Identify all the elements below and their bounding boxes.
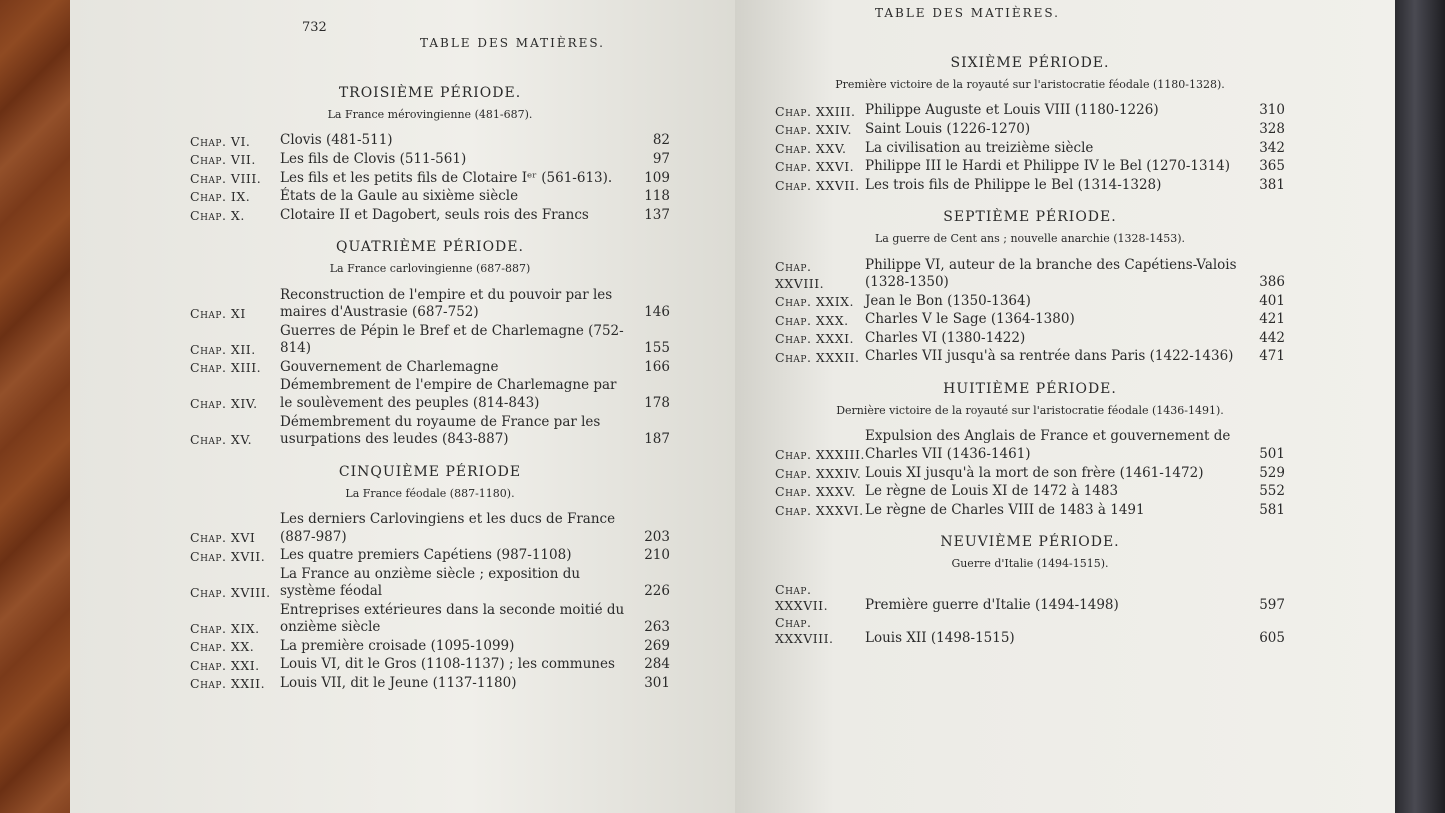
period-subtitle: Première victoire de la royauté sur l'aristocratie féodale (1180-1328). xyxy=(835,78,1225,92)
running-head: TABLE DES MATIÈRES. xyxy=(420,36,605,50)
period-heading: NEUVIÈME PÉRIODE. xyxy=(940,534,1120,551)
chapter-label: Chap. XVIII. xyxy=(190,584,271,600)
page-ref: 381 xyxy=(1259,176,1285,193)
period-heading: HUITIÈME PÉRIODE. xyxy=(943,380,1117,397)
toc-entry xyxy=(190,602,670,637)
chapter-label: Chap. XIV. xyxy=(190,396,258,412)
chapter-title: Première guerre d'Italie (1494-1498) xyxy=(865,596,1119,613)
chapter-label: Chap. XXXIII. xyxy=(775,447,865,463)
period-heading: SIXIÈME PÉRIODE. xyxy=(950,55,1110,71)
page-ref: 421 xyxy=(1259,311,1285,328)
chapter-label: Chap. XXVIII. xyxy=(775,259,825,291)
page-ref: 210 xyxy=(644,547,670,564)
chapter-label: Chap. XXXVII. xyxy=(775,581,829,613)
toc-entry xyxy=(190,414,670,449)
page-ref: 284 xyxy=(644,656,670,673)
page-ref: 155 xyxy=(644,340,670,357)
toc-entry xyxy=(775,121,1285,139)
chapter-label: Chap. XIII. xyxy=(190,360,262,376)
toc-entry xyxy=(190,547,670,565)
page-ref: 605 xyxy=(1259,630,1285,647)
chapter-title: Saint Louis (1226-1270) xyxy=(865,121,1031,138)
book-cover-edge xyxy=(1395,0,1445,813)
chapter-title: Louis XII (1498-1515) xyxy=(865,630,1015,647)
chapter-title: Clovis (481-511) xyxy=(280,132,393,149)
page-ref: 552 xyxy=(1259,483,1285,500)
toc-entry xyxy=(190,675,670,693)
page-ref: 501 xyxy=(1259,446,1285,463)
page-ref: 269 xyxy=(644,637,670,654)
chapter-title: Philippe Auguste et Louis VIII (1180-1226) xyxy=(865,102,1159,119)
chapter-title: Guerres de Pépin le Bref et de Charlemagne (752-814) xyxy=(280,322,624,357)
page-ref: 166 xyxy=(644,358,670,375)
chapter-label: Chap. VII. xyxy=(190,152,256,168)
toc-entry xyxy=(190,511,670,546)
chapter-title: Expulsion des Anglais de France et gouvernement de Charles VII (1436-1461) xyxy=(865,428,1231,463)
chapter-label: Chap. XXXVI. xyxy=(775,502,864,518)
chapter-title: La première croisade (1095-1099) xyxy=(280,637,515,654)
period-subtitle: La France mérovingienne (481-687). xyxy=(327,108,533,122)
chapter-title: La civilisation au treizième siècle xyxy=(865,139,1094,156)
right-page xyxy=(735,0,1395,813)
toc-entry xyxy=(190,151,670,169)
chapter-title: Les derniers Carlovingiens et les ducs de France (887-987) xyxy=(280,511,616,545)
toc-entry xyxy=(190,638,670,656)
chapter-label: Chap. XX. xyxy=(190,639,255,655)
page-ref: 342 xyxy=(1259,139,1285,156)
period-heading: CINQUIÈME PÉRIODE xyxy=(338,463,522,480)
chapter-title: Les fils et les petits fils de Clotaire Iᵉʳ (561-613). xyxy=(280,169,613,186)
chapter-title: Démembrement de l'empire de Charlemagne par le soulèvement des peuples (814-843) xyxy=(280,377,617,411)
chapter-label: Chap. XV. xyxy=(190,432,253,448)
chapter-title: Clotaire II et Dagobert, seuls rois des Francs xyxy=(280,206,589,223)
toc-entry xyxy=(775,102,1285,120)
chapter-title: Les fils de Clovis (511-561) xyxy=(280,151,467,168)
toc-entry xyxy=(190,207,670,225)
chapter-title: Jean le Bon (1350-1364) xyxy=(865,292,1031,309)
toc-entry xyxy=(190,656,670,674)
page-ref: 310 xyxy=(1259,102,1285,119)
page-ref: 137 xyxy=(644,206,670,223)
chapter-title: La France au onzième siècle ; exposition du système féodal xyxy=(280,565,581,600)
page-ref: 328 xyxy=(1259,121,1285,138)
running-head: TABLE DES MATIÈRES. xyxy=(875,6,1060,20)
page-ref: 386 xyxy=(1259,274,1285,291)
chapter-label: Chap. X. xyxy=(190,207,245,223)
page-ref: 597 xyxy=(1259,596,1285,613)
chapter-label: Chap. XVI xyxy=(190,529,256,545)
page-ref: 97 xyxy=(652,151,670,168)
period-subtitle: Dernière victoire de la royauté sur l'aristocratie féodale (1436-1491). xyxy=(836,404,1224,418)
chapter-label: Chap. XXXIV. xyxy=(775,465,862,481)
page-ref: 203 xyxy=(644,528,670,545)
toc-entry xyxy=(775,293,1285,311)
chapter-title: Démembrement du royaume de France par les usurpations des leudes (843-887) xyxy=(280,413,601,448)
chapter-label: Chap. XXI. xyxy=(190,657,260,673)
toc-entry xyxy=(190,287,670,322)
page-ref: 109 xyxy=(644,169,670,186)
toc-entry xyxy=(775,582,1285,615)
chapter-title: Gouvernement de Charlemagne xyxy=(280,358,499,375)
chapter-title: Charles VI (1380-1422) xyxy=(865,329,1026,346)
page-ref: 82 xyxy=(652,132,670,149)
chapter-label: Chap. XXVII. xyxy=(775,177,860,193)
period-heading: SEPTIÈME PÉRIODE. xyxy=(943,209,1117,226)
chapter-title: États de la Gaule au sixième siècle xyxy=(280,188,519,205)
right-toc xyxy=(775,40,1285,649)
toc-entry xyxy=(775,177,1285,195)
page-ref: 442 xyxy=(1259,329,1285,346)
toc-entry xyxy=(775,330,1285,348)
chapter-label: Chap. XI xyxy=(190,305,246,321)
chapter-title: Louis XI jusqu'à la mort de son frère (1461-1472) xyxy=(865,464,1204,481)
chapter-label: Chap. XXXVIII. xyxy=(775,615,834,647)
chapter-label: Chap. XXIV. xyxy=(775,122,852,138)
chapter-label: Chap. VIII. xyxy=(190,170,262,186)
page-ref: 301 xyxy=(644,675,670,692)
period-subtitle: La France féodale (887-1180). xyxy=(345,486,515,500)
chapter-title: Philippe III le Hardi et Philippe IV le Bel (1270-1314) xyxy=(865,158,1231,175)
left-page xyxy=(70,0,735,813)
page-ref: 365 xyxy=(1259,158,1285,175)
toc-entry xyxy=(190,132,670,150)
toc-entry xyxy=(190,188,670,206)
page-ref: 178 xyxy=(644,394,670,411)
chapter-label: Chap. XII. xyxy=(190,341,256,357)
chapter-title: Philippe VI, auteur de la branche des Capétiens-Valois (1328-1350) xyxy=(865,256,1237,291)
chapter-label: Chap. XXIX. xyxy=(775,294,855,310)
page-ref: 187 xyxy=(644,431,670,448)
chapter-label: Chap. XXXI. xyxy=(775,331,855,347)
toc-entry xyxy=(775,465,1285,483)
chapter-title: Louis VI, dit le Gros (1108-1137) ; les communes xyxy=(280,656,615,673)
toc-entry xyxy=(775,257,1285,292)
period-subtitle: La guerre de Cent ans ; nouvelle anarchie (1328-1453). xyxy=(874,232,1186,246)
toc-entry xyxy=(775,348,1285,366)
toc-entry xyxy=(190,170,670,188)
toc-entry xyxy=(190,566,670,601)
chapter-title: Les trois fils de Philippe le Bel (1314-1328) xyxy=(865,176,1162,193)
period-subtitle: La France carlovingienne (687-887) xyxy=(329,262,531,276)
toc-entry xyxy=(190,377,670,412)
chapter-title: Charles V le Sage (1364-1380) xyxy=(865,311,1075,328)
chapter-label: Chap. XXIII. xyxy=(775,103,856,119)
chapter-title: Les quatre premiers Capétiens (987-1108) xyxy=(280,547,572,564)
page-ref: 263 xyxy=(644,619,670,636)
chapter-title: Le règne de Louis XI de 1472 à 1483 xyxy=(865,483,1119,500)
chapter-label: Chap. XXII. xyxy=(190,676,266,692)
chapter-label: Chap. XXX. xyxy=(775,312,849,328)
chapter-title: Reconstruction de l'empire et du pouvoir par les maires d'Austrasie (687-752) xyxy=(280,286,613,321)
page-ref: 118 xyxy=(644,188,670,205)
chapter-label: Chap. XXV. xyxy=(775,140,847,156)
period-heading: QUATRIÈME PÉRIODE. xyxy=(336,239,524,256)
left-toc xyxy=(190,70,670,694)
page-ref: 226 xyxy=(644,583,670,600)
toc-entry xyxy=(775,311,1285,329)
page-ref: 529 xyxy=(1259,464,1285,481)
page-ref: 401 xyxy=(1259,292,1285,309)
toc-entry xyxy=(775,158,1285,176)
chapter-label: Chap. XXXV. xyxy=(775,484,856,500)
page-ref: 146 xyxy=(644,304,670,321)
period-subtitle: Guerre d'Italie (1494-1515). xyxy=(951,557,1109,571)
page-ref: 471 xyxy=(1259,348,1285,365)
page-number: 732 xyxy=(302,20,327,35)
toc-entry xyxy=(190,323,670,358)
chapter-title: Entreprises extérieures dans la seconde moitié du onzième siècle xyxy=(280,601,625,636)
toc-entry xyxy=(775,428,1285,463)
chapter-label: Chap. XIX. xyxy=(190,620,260,636)
chapter-title: Louis VII, dit le Jeune (1137-1180) xyxy=(280,675,517,692)
chapter-title: Charles VII jusqu'à sa rentrée dans Paris (1422-1436) xyxy=(865,348,1234,365)
period-heading: TROISIÈME PÉRIODE. xyxy=(338,85,522,101)
chapter-label: Chap. XXVI. xyxy=(775,159,855,175)
toc-entry xyxy=(775,483,1285,501)
chapter-label: Chap. IX. xyxy=(190,189,251,205)
chapter-label: Chap. XVII. xyxy=(190,548,266,564)
chapter-label: Chap. XXXII. xyxy=(775,349,860,365)
page-ref: 581 xyxy=(1259,501,1285,518)
chapter-label: Chap. VI. xyxy=(190,133,251,149)
toc-entry xyxy=(775,615,1285,648)
toc-entry xyxy=(190,359,670,377)
chapter-title: Le règne de Charles VIII de 1483 à 1491 xyxy=(865,501,1145,518)
toc-entry xyxy=(775,502,1285,520)
toc-entry xyxy=(775,140,1285,158)
